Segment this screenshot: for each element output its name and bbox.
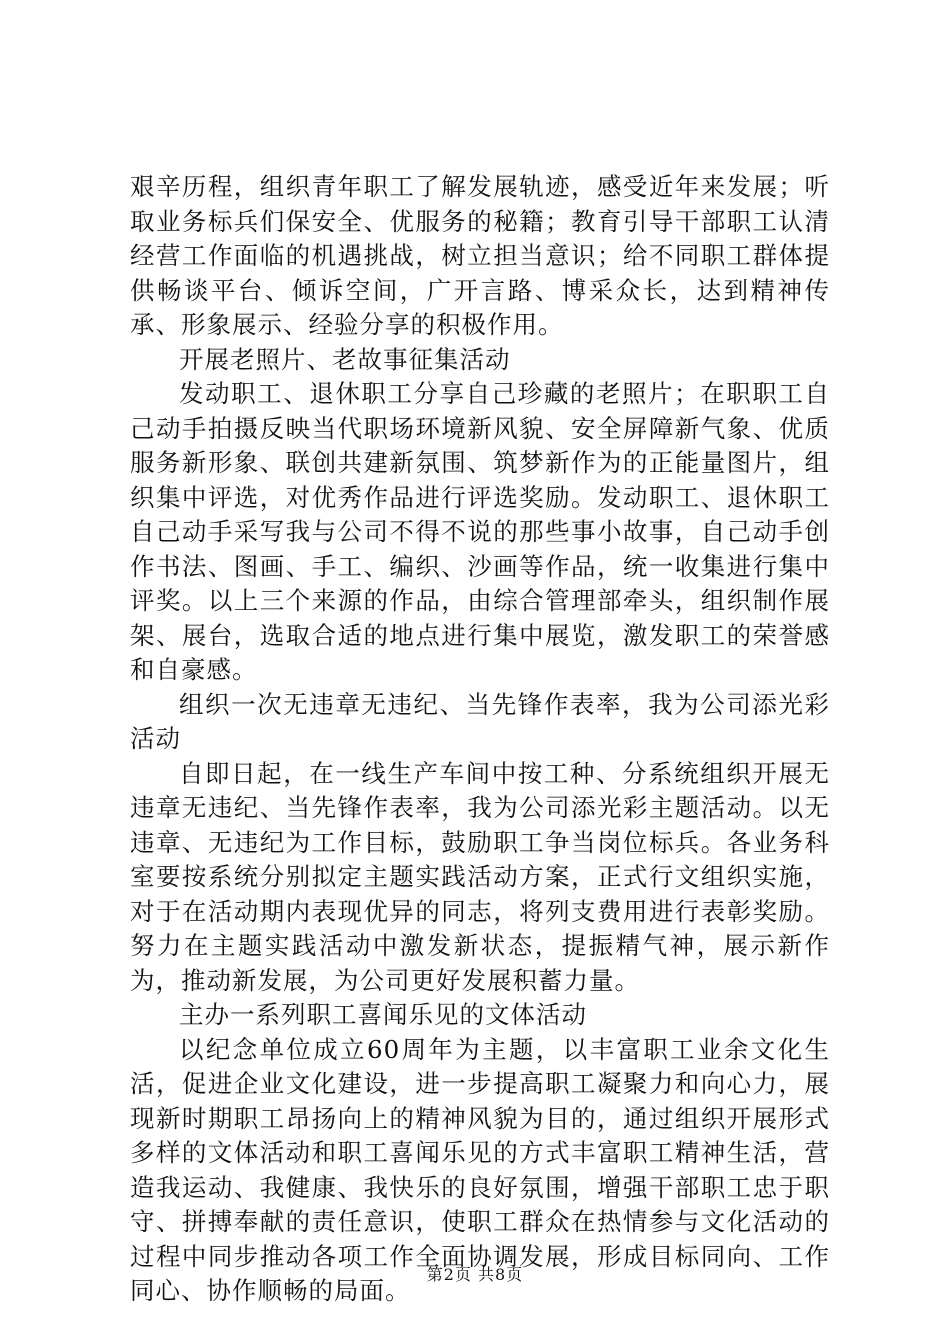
paragraph-no-violation: 自即日起，在一线生产车间中按工种、分系统组织开展无违章无违纪、当先锋作表率，我为公司添光彩主题活动。以无违章、无违纪为工作目标，鼓励职工争当岗位标兵。各业务科室要按系统分别拟定主题实践活动方案，正式行文组织实施，对于在活动期内表现优异的同志，将列支费用进行表彰奖励。努力在主题实践活动中激发新状态，提振精气神，展示新作为，推动新发展，为公司更好发展积蓄力量。 [130,758,830,995]
section-heading-cultural-sports: 主办一系列职工喜闻乐见的文体活动 [179,1000,587,1029]
page-number-footer: 第2页 共8页 [426,1265,524,1284]
paragraph-continuation: 艰辛历程，组织青年职工了解发展轨迹，感受近年来发展；听取业务标兵们保安全、优服务的秘籍；教育引导干部职工认清经营工作面临的机遇挑战，树立担当意识；给不同职工群体提供畅谈平台、倾诉空间，广开言路、博采众长，达到精神传承、形象展示、经验分享的积极作用。 [130,172,830,339]
section-heading-old-photos: 开展老照片、老故事征集活动 [179,344,511,374]
document-body [130,170,830,1309]
paragraph-cultural-sports: 以纪念单位成立60周年为主题，以丰富职工业余文化生活，促进企业文化建设，进一步提高职工凝聚力和向心力，展现新时期职工昂扬向上的精神风貌为目的，通过组织开展形式多样的文体活动和职工喜闻乐见的方式丰富职工精神生活，营造我运动、我健康、我快乐的良好氛围，增强干部职工忠于职守、拼搏奉献的责任意识，使职工群众在热情参与文化活动的过程中同步推动各项工作全面协调发展，形成目标同向、工作同心、协作顺畅的局面。 [130,1034,830,1305]
section-heading-no-violation: 组织一次无违章无违纪、当先锋作表率，我为公司添光彩活动 [130,689,830,753]
paragraph-old-photos: 发动职工、退休职工分享自己珍藏的老照片；在职职工自己动手拍摄反映当代职场环境新风貌、安全屏障新气象、优质服务新形象、联创共建新氛围、筑梦新作为的正能量图片，组织集中评选，对优秀作品进行评选奖励。发动职工、退休职工自己动手采写我与公司不得不说的那些事小故事，自己动手创作书法、图画、手工、编织、沙画等作品，统一收集进行集中评奖。以上三个来源的作品，由综合管理部牵头，组织制作展架、展台，选取合适的地点进行集中展览，激发职工的荣誉感和自豪感。 [130,379,830,684]
